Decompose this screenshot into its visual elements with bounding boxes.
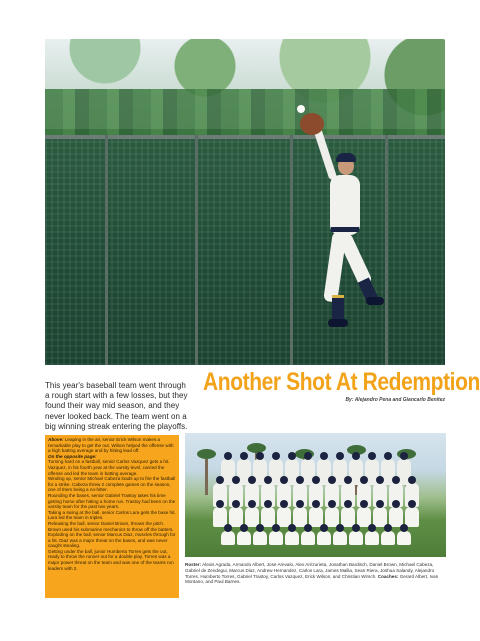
byline: By: Alejandro Pena and Giancarlo Benitez bbox=[345, 397, 445, 403]
caption-above: Above: Leaping in the air, senior Erick Wilson makes a remarkable play to get the out. Wilson helped the offense with a high batting average and by hitting lead off. bbox=[48, 437, 174, 454]
caption-item: Turning hard on a fastball, senior Carlos Vazquez gets a hit. Vazquez, in his fourth year at the varsity level, carried the offense and led the team in batting average. bbox=[48, 459, 170, 476]
caption-item: Rounding the bases, senior Gabriel Trastoy takes his time getting home after hitting a home run. Trastoy had been on the varsity team for the past two years. bbox=[48, 492, 176, 510]
photo-captions-box bbox=[45, 435, 179, 598]
action-photo bbox=[45, 39, 445, 365]
caption-item: Taking a swing at the ball, senior Carlos Lara gets the base hit. Lara led the team in triples. bbox=[48, 509, 176, 521]
caption-item: Getting under the ball, junior Humberto Torres gets the out, ready to throw the runner out for a double play. Torres was a major power threat on the team and was one of the teams run leaders with 2. bbox=[48, 548, 174, 571]
intro-paragraph: This year's baseball team went through a rough start with a few losses, but they found their way mid season, and they never looked back. The team went on a big winning streak entering the playoffs. bbox=[45, 381, 188, 431]
page-title: Another Shot At Redemption bbox=[203, 369, 480, 397]
caption-item: Winding up, senior Michael Cabeza loads up to fire the fastball for a strike. Cabeza threw 2 complete games on the season, one of them being a no-hitter. bbox=[48, 476, 176, 493]
team-photo bbox=[185, 433, 446, 557]
caption-opposite-label: On the opposite page: bbox=[48, 453, 97, 459]
leaping-outfielder bbox=[300, 119, 390, 349]
caption-item: Releasing the ball, senior Daniel Brown, throws the pitch. Brown used his submarine mechanics to throw off the batters. bbox=[48, 520, 174, 532]
roster-text: Roster: Alexis Agrada, Armando Albert, Jose Arevalo, Alex Arrizurieta, Jonathan Bardisch, Daniel Brown, Michael Cabeza, Gabriel de Zendegui, Marcus Diaz, Andrew Hernandez, Carlos Lara, James Mallia, Sean Riera, Joshua Salandy, Alejandro Torres, Humberto Torres, Gabriel Trastoy, Carlos Vazquez, Erick Wilson, and Christian Wirsch. Coaches: Gerard Albert, Ivan Montano, and Paul Barnes. bbox=[185, 562, 439, 585]
caption-item: Exploding on the ball, senior Marcus Diaz, muscles through for a hit. Diaz was a major threat on the bases, and was never caught stealing. bbox=[48, 532, 176, 549]
